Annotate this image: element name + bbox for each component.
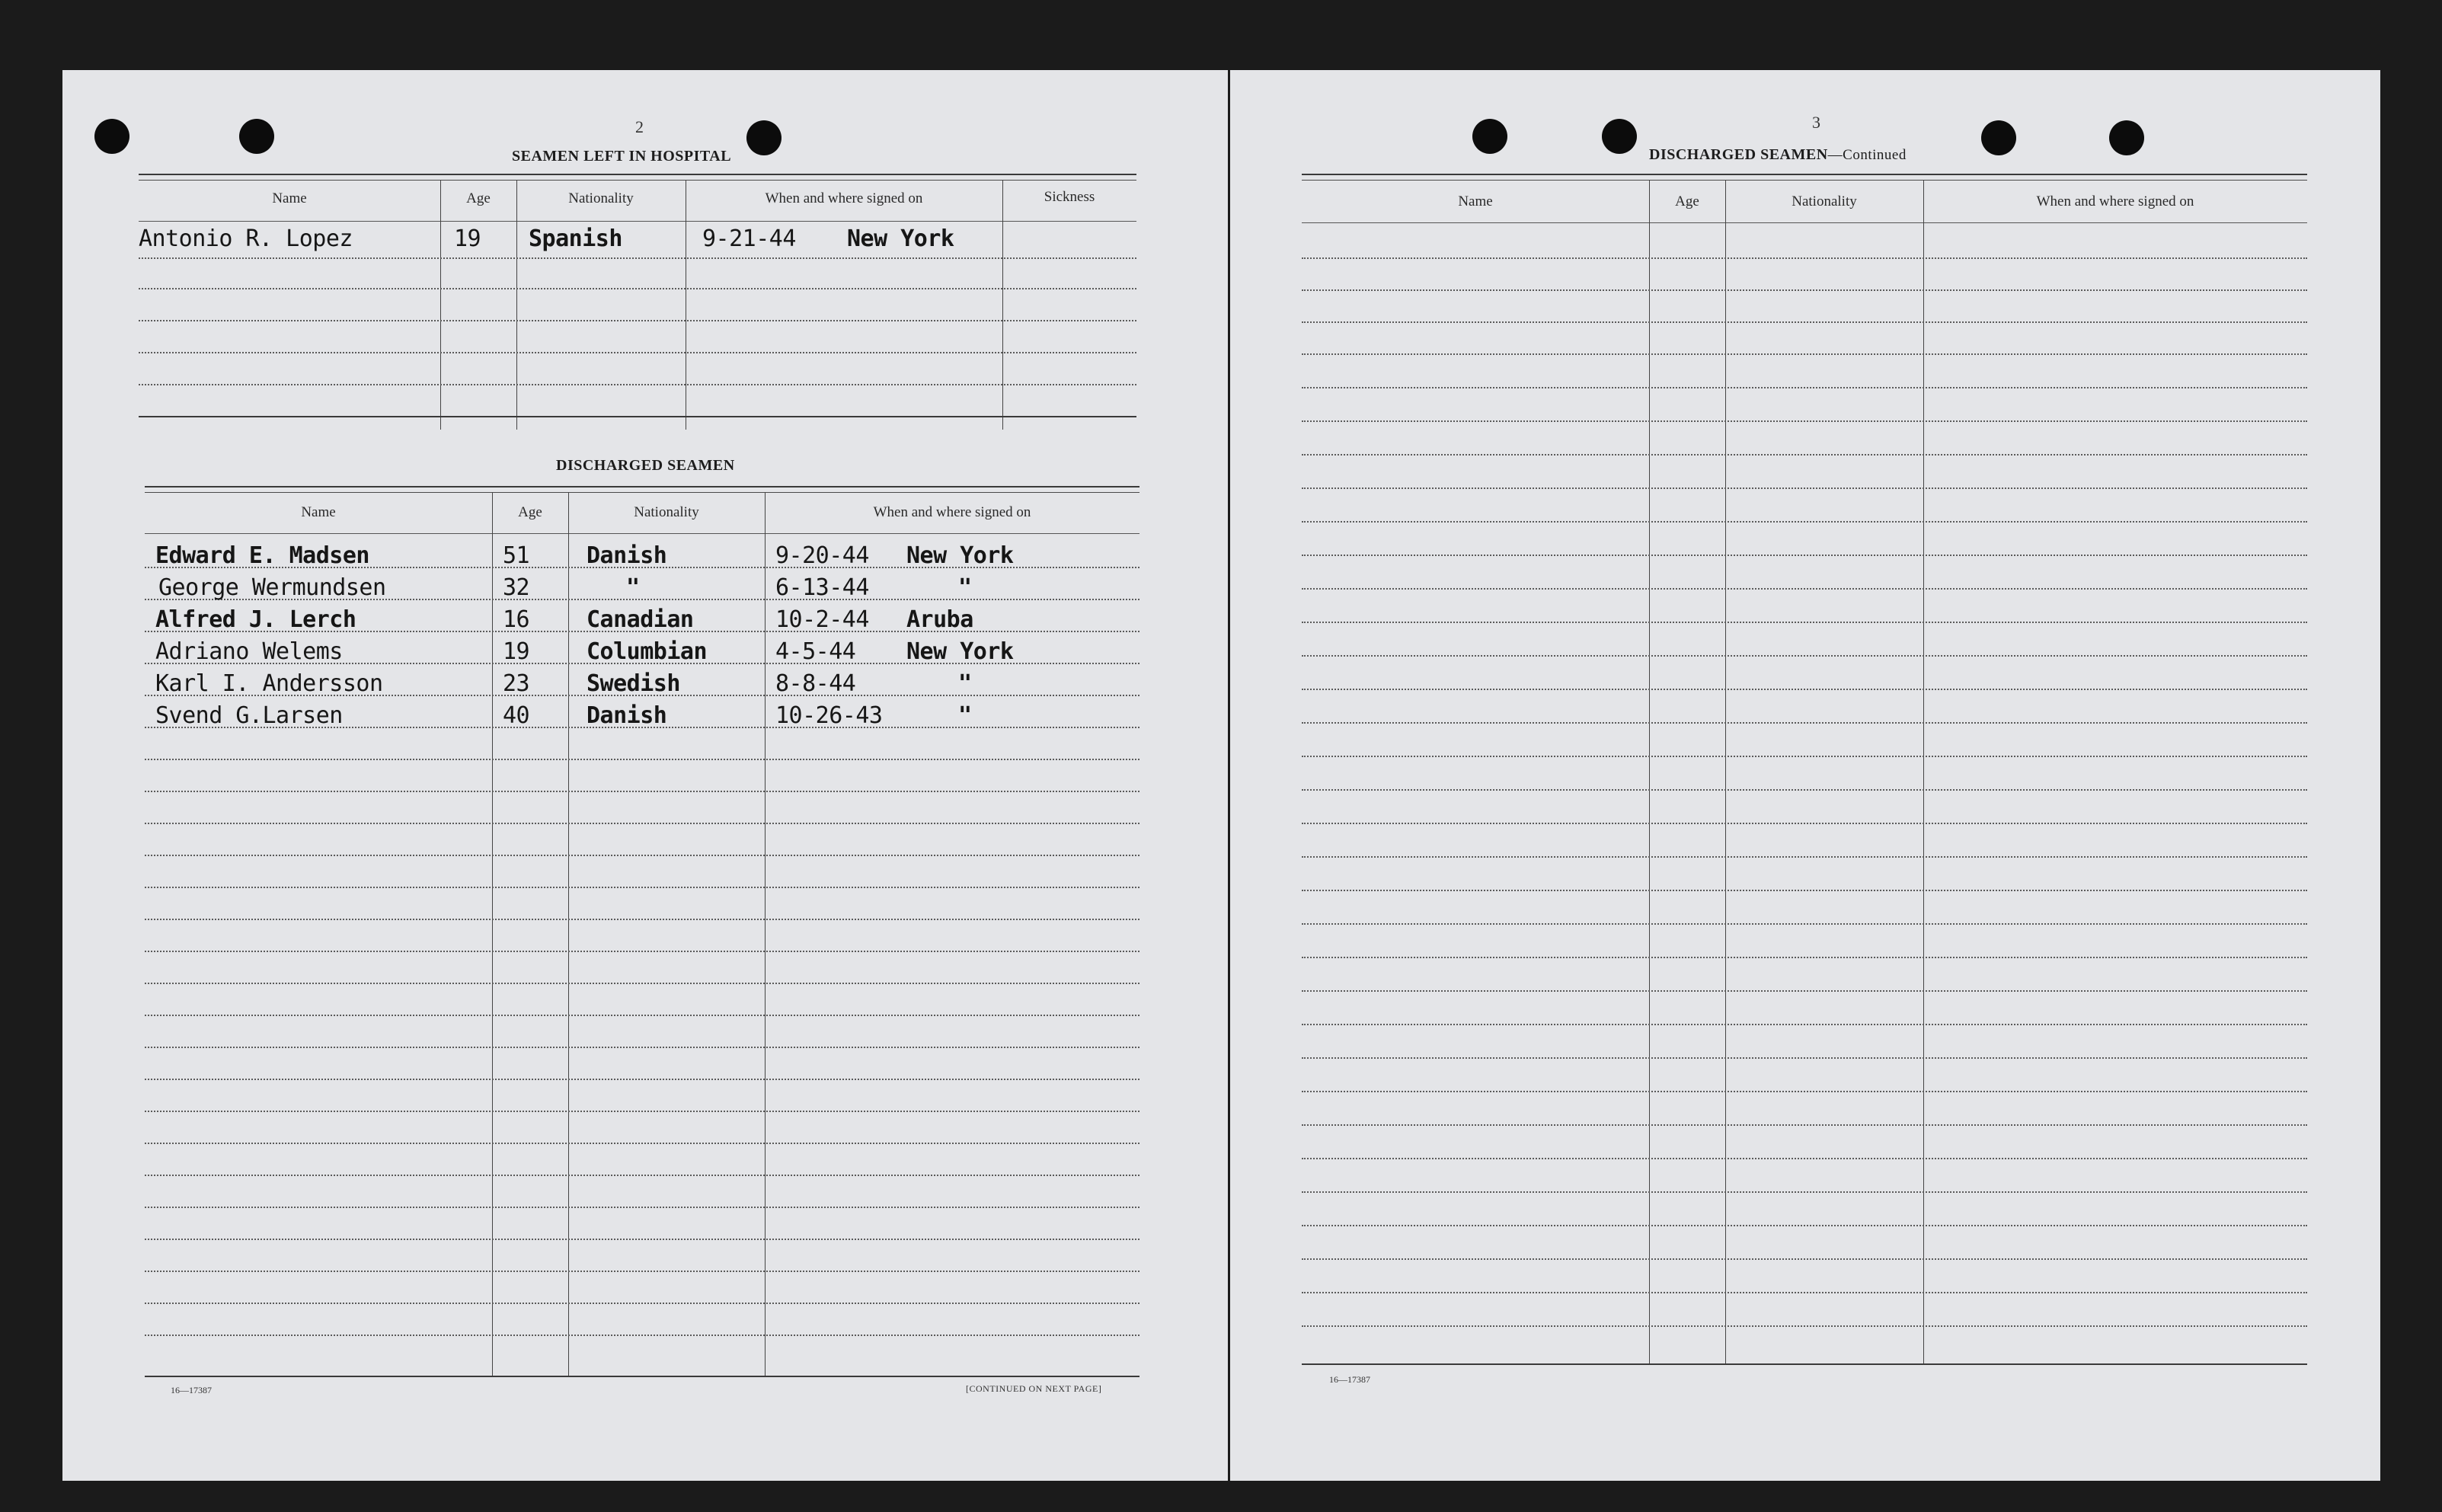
page-number: 2 <box>635 117 644 136</box>
seaman-age: 51 <box>503 542 530 569</box>
signed-on-date: 9-20-44 <box>775 542 869 569</box>
signed-on-date: 6-13-44 <box>775 574 869 601</box>
seaman-name: Antonio R. Lopez <box>139 225 353 252</box>
signed-on-place: Aruba <box>906 606 973 633</box>
punch-hole <box>1602 119 1637 154</box>
continued-note: [CONTINUED ON NEXT PAGE] <box>966 1383 1102 1394</box>
form-number: 16—17387 <box>1329 1374 1370 1385</box>
header-nationality: Nationality <box>634 504 699 520</box>
seaman-nationality: Spanish <box>529 225 622 252</box>
header-age: Age <box>466 190 491 206</box>
header-signed-on: When and where signed on <box>2036 193 2194 209</box>
seaman-nationality: " <box>626 574 640 601</box>
header-sickness: Sickness <box>1044 189 1095 205</box>
discharged-continued-title <box>1649 146 1907 164</box>
discharged-continued-table <box>1302 174 2307 1392</box>
seaman-name: Alfred J. Lerch <box>155 606 356 633</box>
header-age: Age <box>518 504 542 520</box>
seaman-age: 16 <box>503 606 530 633</box>
seaman-nationality: Columbian <box>587 638 708 665</box>
seaman-age: 19 <box>454 225 481 252</box>
header-signed-on: When and where signed on <box>873 504 1031 520</box>
seaman-name: George Wermundsen <box>158 574 386 601</box>
title-main: DISCHARGED SEAMEN <box>1649 146 1828 163</box>
signed-on-date: 10-2-44 <box>775 606 869 633</box>
punch-hole <box>239 119 274 154</box>
seaman-nationality: Swedish <box>587 670 680 697</box>
signed-on-date: 10-26-43 <box>775 702 883 729</box>
left-page <box>62 70 1228 1481</box>
form-number: 16—17387 <box>171 1385 212 1395</box>
page-number: 3 <box>1812 113 1820 132</box>
right-page <box>1230 70 2380 1481</box>
seaman-name: Edward E. Madsen <box>155 542 369 569</box>
punch-hole <box>1472 119 1507 154</box>
seaman-age: 19 <box>503 638 530 665</box>
seaman-name: Svend G.Larsen <box>155 702 343 729</box>
discharged-table <box>145 486 1139 1385</box>
punch-hole <box>94 119 129 154</box>
seaman-name: Karl I. Andersson <box>155 670 383 697</box>
punch-hole <box>746 120 782 155</box>
signed-on-date: 4-5-44 <box>775 638 856 665</box>
seaman-age: 40 <box>503 702 530 729</box>
seaman-age: 23 <box>503 670 530 697</box>
hospital-table <box>139 174 1136 425</box>
header-name: Name <box>301 504 336 520</box>
header-signed-on: When and where signed on <box>765 190 923 206</box>
signed-on-place: " <box>958 702 972 729</box>
hospital-section-title: SEAMEN LEFT IN HOSPITAL <box>512 148 732 165</box>
seaman-name: Adriano Welems <box>155 638 343 665</box>
header-name: Name <box>1458 193 1493 209</box>
signed-on-place: " <box>958 574 972 601</box>
discharged-section-title: DISCHARGED SEAMEN <box>556 457 735 474</box>
header-age: Age <box>1675 193 1699 209</box>
signed-on-place: " <box>958 670 972 697</box>
seaman-nationality: Danish <box>587 702 667 729</box>
punch-hole <box>2109 120 2144 155</box>
signed-on-date: 9-21-44 <box>702 225 796 252</box>
header-nationality: Nationality <box>568 190 634 206</box>
signed-on-place: New York <box>847 225 954 252</box>
signed-on-date: 8-8-44 <box>775 670 856 697</box>
title-suffix: —Continued <box>1827 147 1907 163</box>
seaman-age: 32 <box>503 574 530 601</box>
seaman-nationality: Danish <box>587 542 667 569</box>
signed-on-place: New York <box>906 542 1014 569</box>
header-nationality: Nationality <box>1792 193 1857 209</box>
punch-hole <box>1981 120 2016 155</box>
signed-on-place: New York <box>906 638 1014 665</box>
header-name: Name <box>272 190 307 206</box>
seaman-nationality: Canadian <box>587 606 694 633</box>
